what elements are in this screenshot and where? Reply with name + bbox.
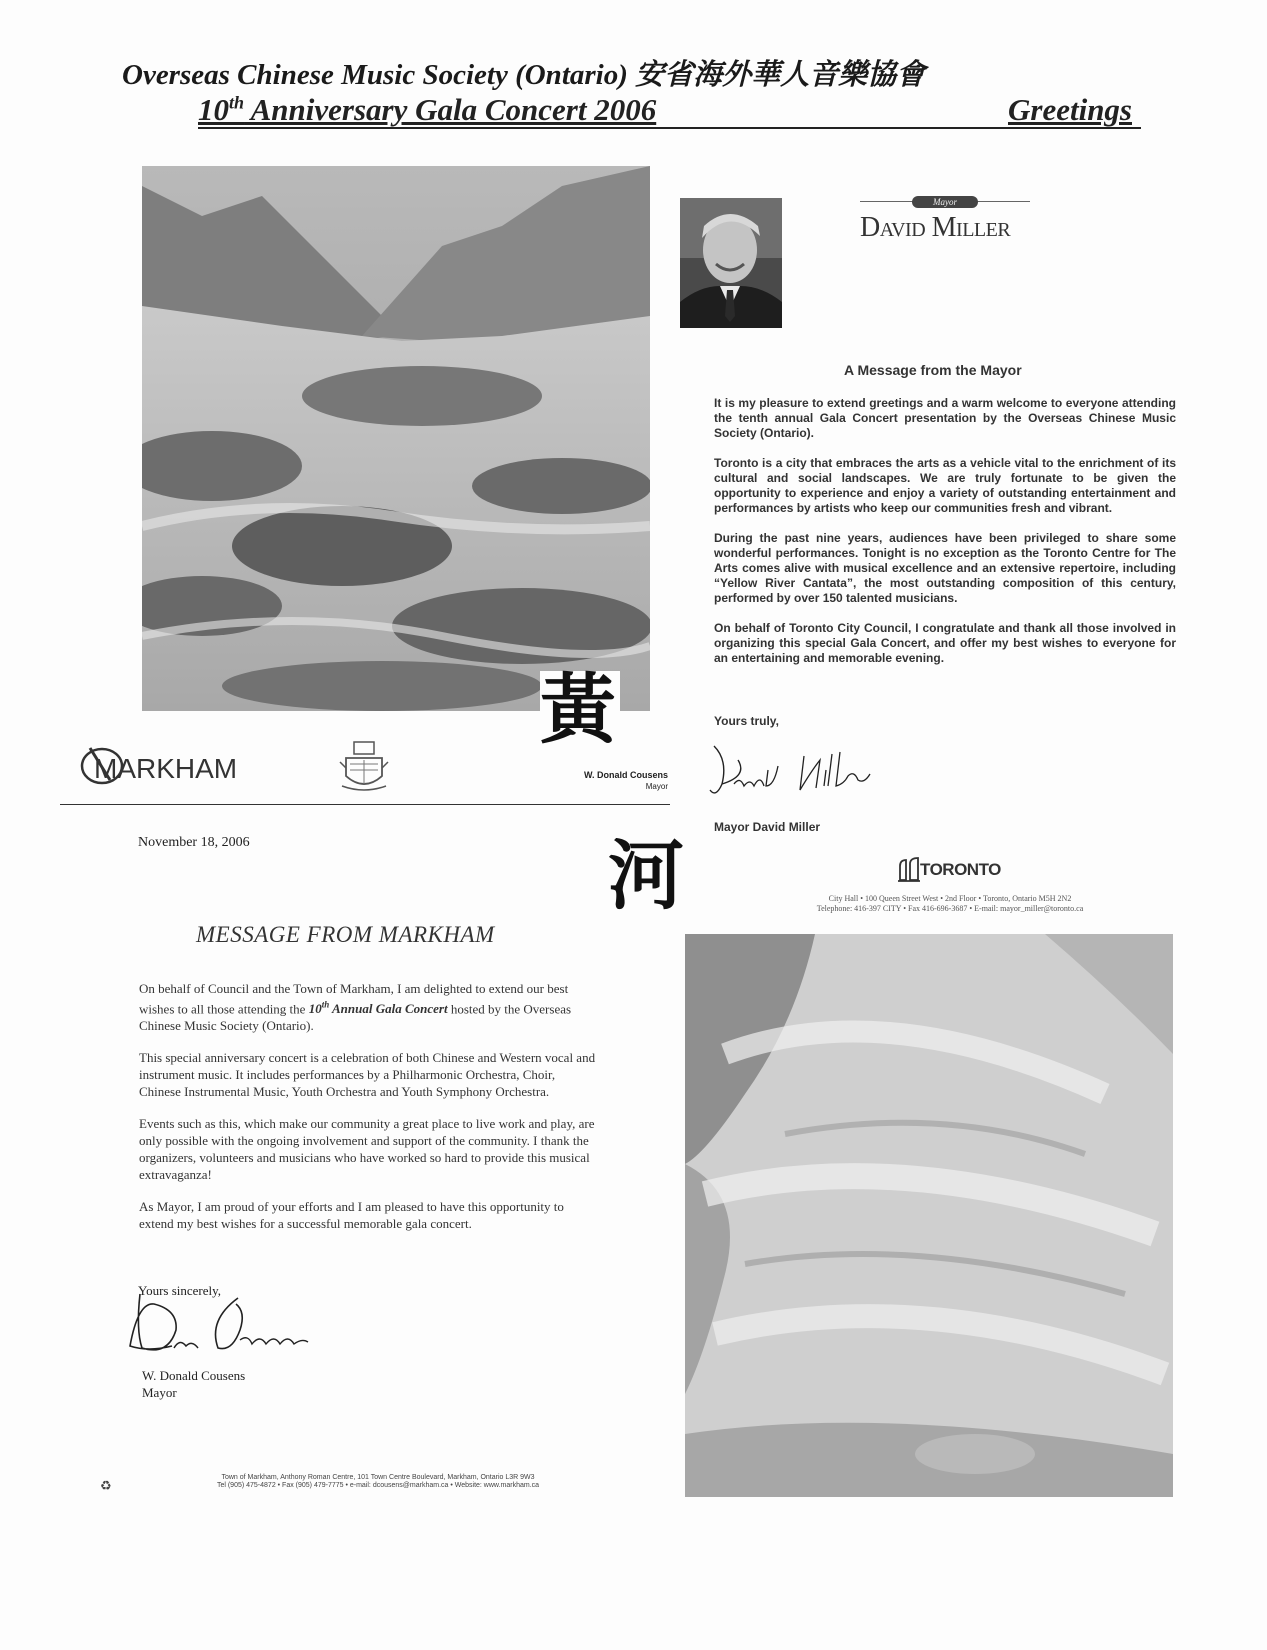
mayor-badge-label: Mayor xyxy=(912,196,978,208)
mayor-paragraph-1: It is my pleasure to extend greetings and a warm welcome to everyone attending the tenth annual Gala Concert presentation by the Overseas Chinese Music Society (Ontario). xyxy=(714,396,1176,440)
markham-message-title: MESSAGE FROM MARKHAM xyxy=(196,922,495,947)
mayor-paragraph-2: Toronto is a city that embraces the arts as a vehicle vital to the enrichment of its cultural and social landscapes. We are truly fortunate to be given the opportunity to experience and enjoy a variety of outstanding entertainment and performances by artists who keep our communities fresh and vibrant. xyxy=(714,456,1176,515)
markham-logo xyxy=(80,740,255,788)
gala-title xyxy=(198,92,656,128)
markham-paragraph-3: Events such as this, which make our community a great place to live work and play, are only possible with the ongoing involvement and support of the community. I thank the organizers, volunteers and musicians who have worked so hard to provide this musical extravaganza! xyxy=(139,1116,595,1183)
calligraphy-huang: 黃 xyxy=(540,665,616,754)
rapids-photo xyxy=(685,934,1173,1497)
toronto-city-hall-icon xyxy=(898,856,920,882)
header-rule xyxy=(198,127,1141,129)
greetings-heading: Greetings xyxy=(1008,92,1132,127)
markham-rule xyxy=(60,804,670,805)
gala-title-number: 10 xyxy=(198,92,229,127)
gala-title-sup: th xyxy=(229,92,245,113)
markham-signature xyxy=(128,1290,328,1358)
markham-message-body xyxy=(139,980,599,1247)
markham-closing: Yours sincerely, xyxy=(138,1283,222,1298)
markham-signatory-name: W. Donald Cousens xyxy=(583,770,668,780)
markham-signature-name xyxy=(142,1367,245,1401)
mayor-paragraph-3: During the past nine years, audiences have been privileged to share some wonderful performances. Tonight is no exception as the Toronto Centre for The Arts comes alive with musical excellence and an extensive repertoire, including “Yellow River Cantata”, the most outstanding composition of this century, performed by over 150 talented musicians. xyxy=(714,531,1176,605)
toronto-logo xyxy=(898,856,1001,882)
mayor-message-title: A Message from the Mayor xyxy=(844,362,1022,378)
markham-date: November 18, 2006 xyxy=(138,835,250,850)
river-photo xyxy=(142,166,650,711)
mayor-badge xyxy=(860,196,1030,208)
calligraphy-he: 河 xyxy=(608,831,684,920)
markham-paragraph-1: On behalf of Council and the Town of Markham, I am delighted to extend our best wishes to all those attending the 10th Annual Gala Concert hosted by the Overseas Chinese Music Society (Ontario). xyxy=(139,981,572,1034)
markham-sig-name: W. Donald Cousens xyxy=(142,1368,246,1383)
recycle-icon: ♻ xyxy=(100,1478,112,1493)
mayor-closing: Yours truly, xyxy=(714,714,779,728)
mayor-paragraph-4: On behalf of Toronto City Council, I congratulate and thank all those involved in organizing this special Gala Concert, and offer my best wishes to everyone for an entertaining and memorable evening. xyxy=(714,621,1176,665)
markham-crest-icon xyxy=(336,738,392,794)
markham-sig-title: Mayor xyxy=(142,1385,177,1400)
mayor-signature-name: Mayor David Miller xyxy=(714,820,821,834)
society-title: Overseas Chinese Music Society (Ontario) 安省海外華人音樂協會 xyxy=(122,59,926,91)
mayor-message-body xyxy=(714,396,1176,681)
markham-paragraph-4: As Mayor, I am proud of your efforts and I am pleased to have this opportunity to extend my best wishes for a successful memorable gala concert. xyxy=(139,1199,564,1232)
markham-logo-text: MARKHAM xyxy=(94,753,238,784)
markham-signatory-title: Mayor xyxy=(645,782,668,791)
mayor-signature xyxy=(708,740,878,802)
markham-footer-contact: Tel (905) 475-4872 • Fax (905) 479-7775 • e-mail: dcousens@markham.ca • Website: www.markham.ca xyxy=(216,1482,540,1489)
markham-footer xyxy=(148,1474,608,1490)
toronto-footer-address: City Hall • 100 Queen Street West • 2nd Floor • Toronto, Ontario M5H 2N2 xyxy=(828,894,1072,903)
markham-paragraph-2: This special anniversary concert is a celebration of both Chinese and Western vocal and instrument music. It includes performances by a Philharmonic Orchestra, Choir, Chinese Instrumental Music, Youth Orchestra and Youth Symphony Orchestra. xyxy=(139,1050,596,1100)
markham-footer-address: Town of Markham, Anthony Roman Centre, 101 Town Centre Boulevard, Markham, Ontario L3R 9W3 xyxy=(221,1474,535,1481)
mayor-name-heading: David Miller xyxy=(860,212,1011,243)
toronto-logo-text: TORONTO xyxy=(920,860,1001,879)
toronto-footer xyxy=(740,894,1160,914)
mayor-portrait xyxy=(680,198,782,328)
toronto-footer-contact: Telephone: 416-397 CITY • Fax 416-696-3687 • E-mail: mayor_miller@toronto.ca xyxy=(816,904,1084,913)
gala-title-rest: Anniversary Gala Concert 2006 xyxy=(244,92,657,127)
